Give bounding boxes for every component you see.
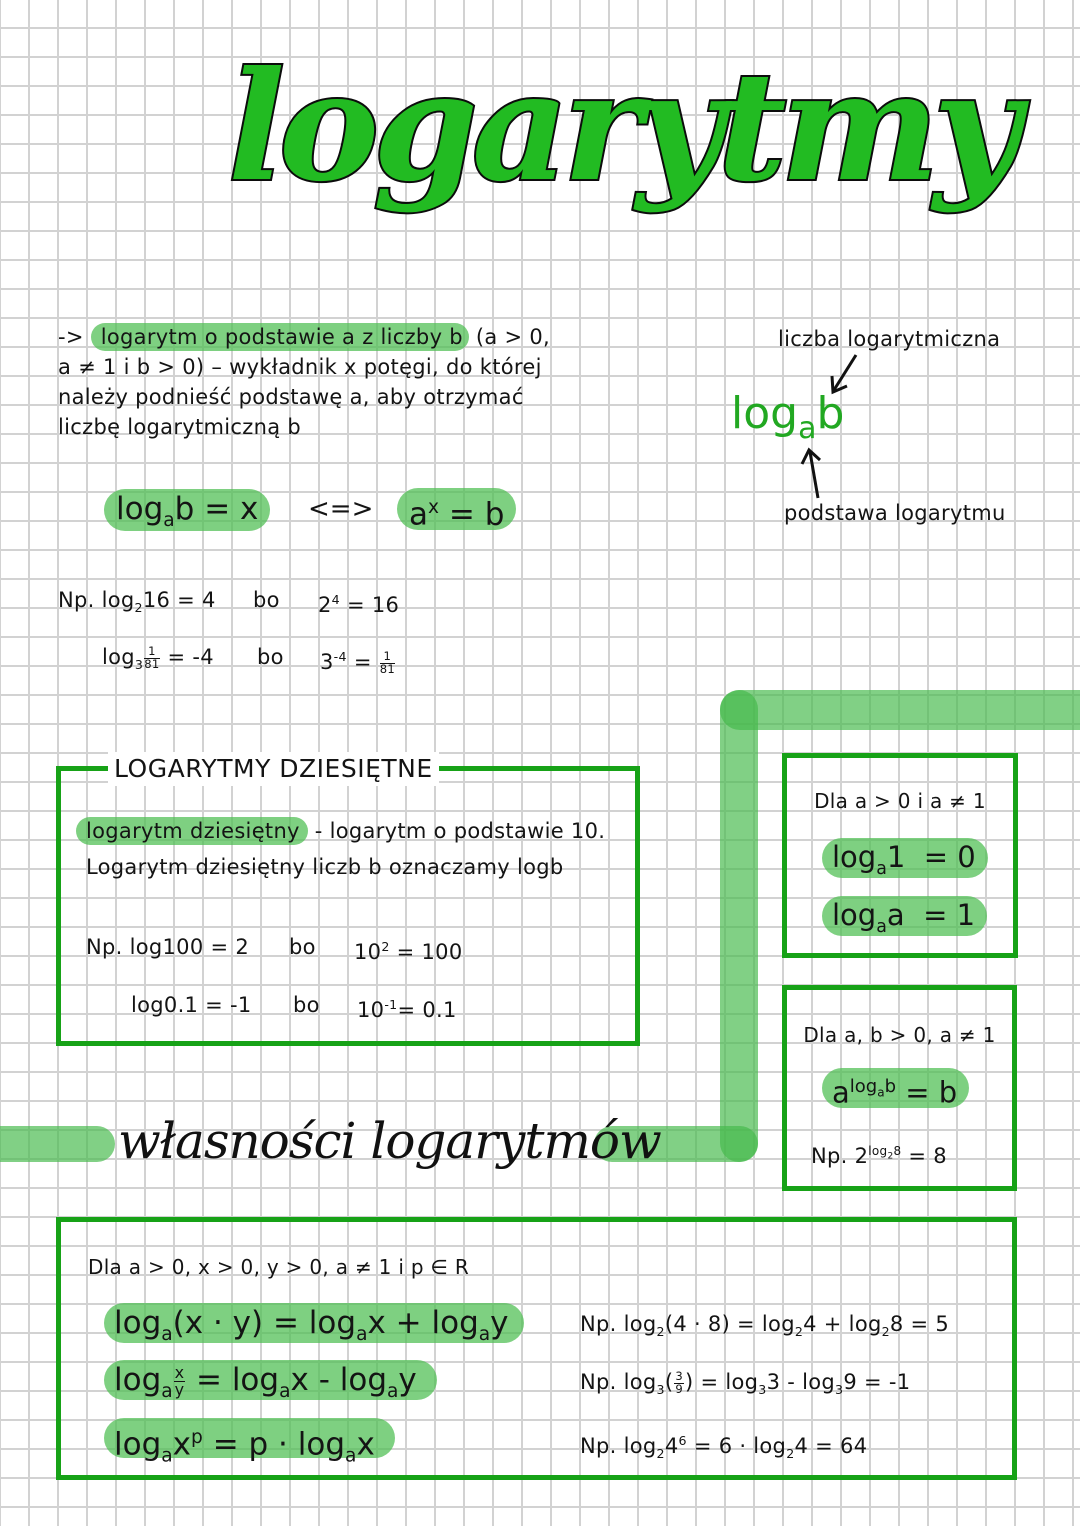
example-power-1: $2^4 = 16$ (318, 592, 400, 617)
decor-band-left (0, 1126, 115, 1162)
example-bo-1: bo (253, 588, 280, 612)
rule-quotient: $\log_a$ $\frac{x}{y}$ = $\log_ax - \log_ay$ (104, 1360, 437, 1400)
decimal-line-2: Logarytm dziesiętny liczb b oznaczamy logb (86, 855, 564, 879)
decor-band-vertical (720, 690, 758, 1162)
decimal-example-2: log0.1 = -1 (131, 993, 252, 1017)
decimal-power-2: $10^{-1}= 0.1$ (357, 997, 457, 1022)
example-log2-16: Np. $\log_216 = 4$ (58, 588, 216, 616)
decimal-bo-1: bo (289, 935, 316, 959)
decimal-example-1: Np. log100 = 2 (86, 935, 250, 959)
identity-condition: Dla a, b > 0, a ≠ 1 (803, 1023, 996, 1047)
formula-loga-1: $\log_a1 = 0$ (822, 838, 988, 878)
decimal-highlight: logarytm dziesiętny (76, 817, 308, 845)
properties-condition: Dla a > 0, x > 0, y > 0, a ≠ 1 i p ∈ R (88, 1255, 470, 1279)
definition-highlight: logarytm o podstawie a z liczby b (91, 323, 469, 351)
definition-line-4: liczbę logarytmiczną b (58, 415, 301, 439)
decimal-heading: LOGARYTMY DZIESIĘTNE (108, 752, 439, 786)
special-condition: Dla a > 0 i a ≠ 1 (814, 789, 986, 813)
equivalence-arrow: <=> (308, 494, 374, 524)
equivalence-left: $\log_ab = x$ (104, 489, 270, 531)
decimal-bo-2: bo (293, 993, 320, 1017)
example-log3-1-81: $\log_3$ $\frac{1}{81}$ = -4 (102, 643, 214, 673)
property-example-2: Np. $\log_3$( $\frac{3}{9}$ ) = $\log_33 - \log_39 = -1$ (580, 1368, 911, 1398)
label-liczba-logarytmiczna: liczba logarytmiczna (778, 327, 1001, 351)
equivalence-right: $a^x = b$ (397, 488, 516, 530)
example-bo-2: bo (257, 645, 284, 669)
definition-line-1-rest: (a > 0, (475, 325, 551, 349)
identity-formula: $a^{log_ab} = b$ (822, 1068, 969, 1108)
identity-example: Np. $2^{log_28} = 8$ (811, 1144, 947, 1168)
diagram-formula: $\log_ab$ (731, 388, 845, 446)
label-podstawa-logarytmu: podstawa logarytmu (784, 501, 1006, 525)
decimal-power-1: $10^2 = 100$ (354, 939, 463, 964)
definition-line-1 (58, 322, 550, 352)
decor-band-top-right (720, 690, 1080, 730)
arrow-up-icon (800, 446, 828, 500)
page-title: logarytmy (228, 39, 1015, 215)
formula-loga-a: $\log_aa = 1$ (822, 896, 987, 936)
properties-heading: własności logarytmów (118, 1112, 661, 1170)
arrow-text: -> (58, 325, 84, 349)
example-power-2: $3^{-4}$ = $\frac{1}{81}$ (320, 648, 396, 676)
property-example-3: Np. $\log_24^6 = 6 \cdot \log_24 = 64$ (580, 1433, 868, 1462)
definition-line-3: należy podnieść podstawę a, aby otrzymać (58, 385, 524, 409)
arrow-down-left-icon (826, 352, 862, 398)
rule-power: $\log_ax^p = p \cdot \log_ax$ (104, 1418, 395, 1458)
definition-line-2: a ≠ 1 i b > 0) – wykładnik x potęgi, do której (58, 355, 542, 379)
rule-product: $\log_a(x \cdot y) = \log_ax + \log_ay$ (104, 1303, 524, 1343)
property-example-1: Np. $\log_2(4 \cdot 8) = \log_24 + \log_28 = 5$ (580, 1312, 950, 1340)
decimal-line-1: logarytm dziesiętny - logarytm o podstawie 10. (76, 816, 605, 846)
